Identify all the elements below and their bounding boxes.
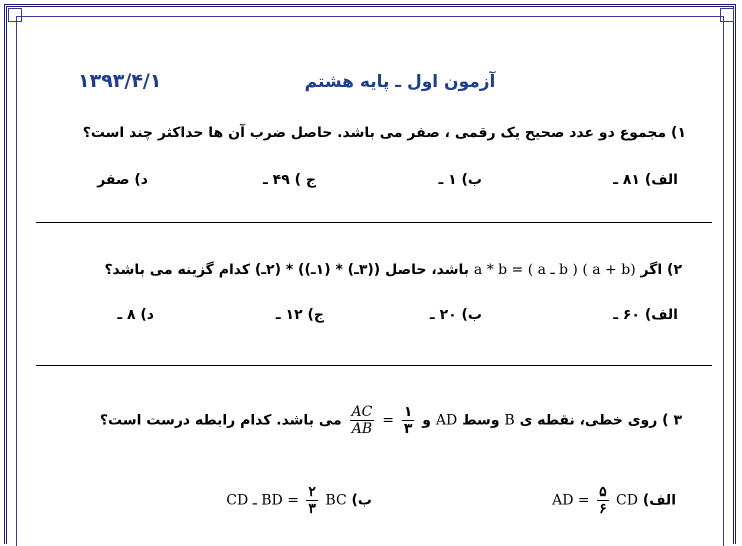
divider-1	[36, 222, 712, 223]
question-3-fraction-one-third: $\frac{۱}{۳}$	[403, 404, 413, 437]
exam-date: ۱۳۹۳/۴/۱	[78, 70, 162, 92]
question-3-prefix: ۳ ) روی خطی، نقطه ی	[519, 412, 682, 429]
question-3-option-a-formula: AD = $\frac{۵}{۶}$ CD	[552, 484, 638, 517]
question-3-and: و	[422, 412, 431, 429]
question-2-prefix: ۲) اگر	[640, 262, 682, 278]
question-3-suffix: می باشد. کدام رابطه درست است؟	[99, 412, 342, 429]
exam-title: آزمون اول ـ پایه هشتم	[304, 72, 496, 92]
question-3-fraction-ac-ab: $\frac{AC}{AB}$	[351, 404, 373, 437]
question-2-option-c[interactable]: ج) ۱۲ ـ	[275, 307, 324, 323]
question-3-mid: وسط	[462, 412, 500, 429]
question-3-equals: =	[382, 412, 394, 429]
question-2-option-a[interactable]: الف) ۶۰ ـ	[613, 307, 678, 323]
corner-ornament-top-left	[8, 8, 22, 22]
corner-ornament-top-right	[720, 8, 734, 22]
question-2-text	[104, 262, 682, 278]
question-3-ratio	[347, 404, 418, 437]
question-1-text: ۱) مجموع دو عدد صحیح یک رقمی ، صفر می باشد. حاصل ضرب آن ها حداکثر چند است؟	[82, 125, 686, 141]
question-3-option-b-formula: CD ـ BD = $\frac{۲}{۳}$ BC	[226, 484, 347, 517]
page-border-inner	[16, 16, 724, 546]
question-1-option-b[interactable]: ب) ۱ ـ	[438, 172, 482, 188]
divider-2	[36, 365, 712, 366]
question-2-option-b[interactable]: ب) ۲۰ ـ	[429, 307, 482, 323]
question-3-segment: AD	[435, 412, 458, 429]
question-2-suffix: باشد، حاصل ((۳ـ) * (۱ـ)) * (۲ـ) کدام گزینه می باشد؟	[104, 262, 470, 278]
question-2-option-d[interactable]: د) ۸ ـ	[117, 307, 154, 323]
question-1-option-c[interactable]: ج ) ۴۹ ـ	[262, 172, 316, 188]
question-3-option-a[interactable]: الف) AD = $\frac{۵}{۶}$ CD	[552, 484, 676, 517]
question-3-option-b[interactable]: ب) CD ـ BD = $\frac{۲}{۳}$ BC	[226, 484, 372, 517]
question-1-option-a[interactable]: الف) ۸۱ ـ	[613, 172, 678, 188]
question-3-text	[100, 404, 682, 437]
question-2-formula: a * b = ( a ـ b ) ( a + b)	[473, 262, 636, 278]
question-1-option-d[interactable]: د) صفر	[97, 172, 148, 188]
question-3-point: B	[504, 412, 515, 429]
